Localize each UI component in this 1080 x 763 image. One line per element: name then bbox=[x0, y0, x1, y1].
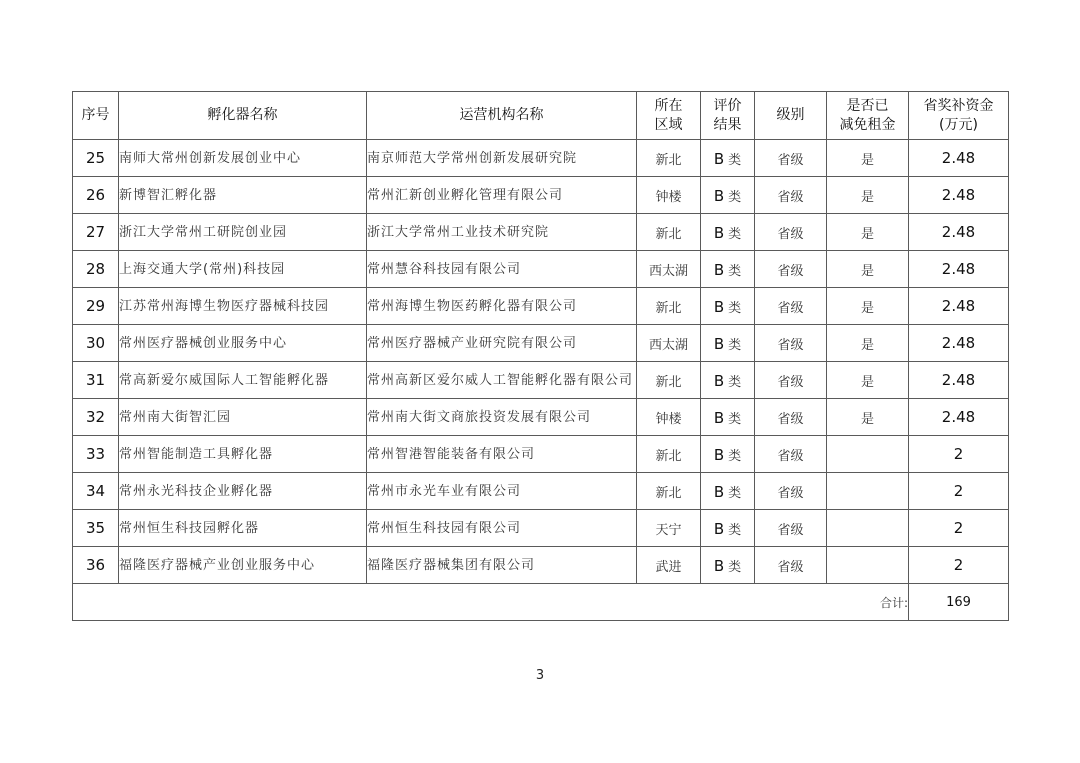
header-incubator-name: 孵化器名称 bbox=[119, 92, 367, 140]
rating-result bbox=[701, 436, 755, 473]
operator-name: 常州智港智能装备有限公司 bbox=[367, 436, 637, 473]
rent-reduced: 是 bbox=[827, 399, 909, 436]
level: 省级 bbox=[755, 177, 827, 214]
operator-name: 常州医疗器械产业研究院有限公司 bbox=[367, 325, 637, 362]
table-row bbox=[73, 436, 1009, 473]
table-row bbox=[73, 510, 1009, 547]
level: 省级 bbox=[755, 140, 827, 177]
incubator-name: 常州永光科技企业孵化器 bbox=[119, 473, 367, 510]
funding-amount: 2.48 bbox=[909, 362, 1009, 399]
region: 钟楼 bbox=[637, 177, 701, 214]
rating-result bbox=[701, 399, 755, 436]
page-number: 3 bbox=[535, 668, 545, 683]
funding-amount: 2.48 bbox=[909, 140, 1009, 177]
region: 钟楼 bbox=[637, 399, 701, 436]
rating-grade: B bbox=[713, 334, 725, 353]
header-operator-name: 运营机构名称 bbox=[367, 92, 637, 140]
level: 省级 bbox=[755, 473, 827, 510]
funding-amount: 2.48 bbox=[909, 325, 1009, 362]
rent-reduced: 是 bbox=[827, 325, 909, 362]
rating-suffix: 类 bbox=[728, 448, 742, 464]
level: 省级 bbox=[755, 362, 827, 399]
incubator-funding-table bbox=[72, 91, 1009, 621]
table-row bbox=[73, 177, 1009, 214]
operator-name: 福隆医疗器械集团有限公司 bbox=[367, 547, 637, 584]
operator-name: 常州汇新创业孵化管理有限公司 bbox=[367, 177, 637, 214]
rating-grade: B bbox=[713, 223, 725, 242]
rating-grade: B bbox=[713, 260, 725, 279]
rating-suffix: 类 bbox=[728, 411, 742, 427]
header-funding-line1: 省奖补资金 bbox=[923, 97, 994, 114]
row-index: 29 bbox=[73, 288, 119, 325]
rent-reduced: 是 bbox=[827, 288, 909, 325]
rent-reduced: 是 bbox=[827, 362, 909, 399]
level: 省级 bbox=[755, 214, 827, 251]
table-row bbox=[73, 288, 1009, 325]
region: 新北 bbox=[637, 140, 701, 177]
funding-amount: 2 bbox=[909, 436, 1009, 473]
operator-name: 常州南大街文商旅投资发展有限公司 bbox=[367, 399, 637, 436]
operator-name: 浙江大学常州工业技术研究院 bbox=[367, 214, 637, 251]
level: 省级 bbox=[755, 325, 827, 362]
row-index: 26 bbox=[73, 177, 119, 214]
funding-amount: 2.48 bbox=[909, 177, 1009, 214]
total-value: 169 bbox=[909, 584, 1009, 621]
header-level: 级别 bbox=[755, 92, 827, 140]
header-rent-line2: 减免租金 bbox=[839, 116, 896, 133]
rating-result bbox=[701, 325, 755, 362]
funding-amount: 2.48 bbox=[909, 251, 1009, 288]
incubator-name: 江苏常州海博生物医疗器械科技园 bbox=[119, 288, 367, 325]
header-rating-line1: 评价 bbox=[713, 97, 742, 114]
rent-reduced bbox=[827, 473, 909, 510]
funding-amount: 2.48 bbox=[909, 288, 1009, 325]
region: 新北 bbox=[637, 362, 701, 399]
rating-grade: B bbox=[713, 297, 725, 316]
rating-result bbox=[701, 288, 755, 325]
header-rating-line2: 结果 bbox=[713, 116, 742, 133]
rating-suffix: 类 bbox=[728, 300, 742, 316]
rating-result bbox=[701, 251, 755, 288]
row-index: 33 bbox=[73, 436, 119, 473]
row-index: 35 bbox=[73, 510, 119, 547]
header-region-line2: 区域 bbox=[654, 116, 683, 133]
funding-amount: 2 bbox=[909, 547, 1009, 584]
header-index: 序号 bbox=[73, 92, 119, 140]
rent-reduced bbox=[827, 547, 909, 584]
incubator-name: 常州智能制造工具孵化器 bbox=[119, 436, 367, 473]
rating-suffix: 类 bbox=[728, 374, 742, 390]
rating-result bbox=[701, 547, 755, 584]
region: 新北 bbox=[637, 214, 701, 251]
rating-suffix: 类 bbox=[728, 263, 742, 279]
funding-amount: 2 bbox=[909, 473, 1009, 510]
rent-reduced bbox=[827, 510, 909, 547]
rating-grade: B bbox=[713, 482, 725, 501]
row-index: 25 bbox=[73, 140, 119, 177]
incubator-name: 新博智汇孵化器 bbox=[119, 177, 367, 214]
row-index: 34 bbox=[73, 473, 119, 510]
rent-reduced: 是 bbox=[827, 140, 909, 177]
rating-suffix: 类 bbox=[728, 485, 742, 501]
header-region-line1: 所在 bbox=[654, 97, 683, 114]
table-row bbox=[73, 140, 1009, 177]
rating-grade: B bbox=[713, 186, 725, 205]
level: 省级 bbox=[755, 436, 827, 473]
table-row bbox=[73, 362, 1009, 399]
operator-name: 常州高新区爱尔威人工智能孵化器有限公司 bbox=[367, 362, 637, 399]
incubator-name: 常高新爱尔威国际人工智能孵化器 bbox=[119, 362, 367, 399]
incubator-name: 常州南大街智汇园 bbox=[119, 399, 367, 436]
incubator-name: 南师大常州创新发展创业中心 bbox=[119, 140, 367, 177]
level: 省级 bbox=[755, 510, 827, 547]
operator-name: 南京师范大学常州创新发展研究院 bbox=[367, 140, 637, 177]
incubator-name: 常州医疗器械创业服务中心 bbox=[119, 325, 367, 362]
operator-name: 常州恒生科技园有限公司 bbox=[367, 510, 637, 547]
operator-name: 常州市永光车业有限公司 bbox=[367, 473, 637, 510]
region: 武进 bbox=[637, 547, 701, 584]
rating-suffix: 类 bbox=[728, 337, 742, 353]
table-row bbox=[73, 473, 1009, 510]
rent-reduced: 是 bbox=[827, 251, 909, 288]
header-rating bbox=[701, 92, 755, 140]
level: 省级 bbox=[755, 251, 827, 288]
rent-reduced: 是 bbox=[827, 214, 909, 251]
rating-grade: B bbox=[713, 149, 725, 168]
row-index: 36 bbox=[73, 547, 119, 584]
rating-grade: B bbox=[713, 519, 725, 538]
rating-result bbox=[701, 214, 755, 251]
header-region bbox=[637, 92, 701, 140]
region: 西太湖 bbox=[637, 325, 701, 362]
incubator-name: 福隆医疗器械产业创业服务中心 bbox=[119, 547, 367, 584]
rating-grade: B bbox=[713, 556, 725, 575]
level: 省级 bbox=[755, 547, 827, 584]
rating-suffix: 类 bbox=[728, 226, 742, 242]
rating-result bbox=[701, 510, 755, 547]
rating-grade: B bbox=[713, 445, 725, 464]
table-row bbox=[73, 547, 1009, 584]
header-rent-reduction bbox=[827, 92, 909, 140]
region: 西太湖 bbox=[637, 251, 701, 288]
table-body bbox=[73, 140, 1009, 584]
rating-suffix: 类 bbox=[728, 189, 742, 205]
row-index: 32 bbox=[73, 399, 119, 436]
table-row bbox=[73, 399, 1009, 436]
region: 新北 bbox=[637, 436, 701, 473]
funding-amount: 2.48 bbox=[909, 399, 1009, 436]
rating-suffix: 类 bbox=[728, 152, 742, 168]
row-index: 27 bbox=[73, 214, 119, 251]
table-row bbox=[73, 325, 1009, 362]
header-rent-line1: 是否已 bbox=[846, 97, 889, 114]
rating-result bbox=[701, 473, 755, 510]
region: 新北 bbox=[637, 473, 701, 510]
header-funding-line2: (万元) bbox=[939, 116, 978, 133]
funding-amount: 2.48 bbox=[909, 214, 1009, 251]
region: 新北 bbox=[637, 288, 701, 325]
rating-result bbox=[701, 140, 755, 177]
row-index: 30 bbox=[73, 325, 119, 362]
rating-grade: B bbox=[713, 408, 725, 427]
level: 省级 bbox=[755, 399, 827, 436]
total-label: 合计: bbox=[73, 584, 909, 621]
row-index: 31 bbox=[73, 362, 119, 399]
rating-result bbox=[701, 177, 755, 214]
table-row bbox=[73, 214, 1009, 251]
operator-name: 常州海博生物医药孵化器有限公司 bbox=[367, 288, 637, 325]
total-row bbox=[73, 584, 1009, 621]
table-header-row bbox=[73, 92, 1009, 140]
incubator-name: 浙江大学常州工研院创业园 bbox=[119, 214, 367, 251]
header-funding bbox=[909, 92, 1009, 140]
operator-name: 常州慧谷科技园有限公司 bbox=[367, 251, 637, 288]
table-row bbox=[73, 251, 1009, 288]
funding-amount: 2 bbox=[909, 510, 1009, 547]
level: 省级 bbox=[755, 288, 827, 325]
rating-suffix: 类 bbox=[728, 522, 742, 538]
rating-result bbox=[701, 362, 755, 399]
rent-reduced: 是 bbox=[827, 177, 909, 214]
rating-suffix: 类 bbox=[728, 559, 742, 575]
rating-grade: B bbox=[713, 371, 725, 390]
rent-reduced bbox=[827, 436, 909, 473]
region: 天宁 bbox=[637, 510, 701, 547]
incubator-name: 上海交通大学(常州)科技园 bbox=[119, 251, 367, 288]
row-index: 28 bbox=[73, 251, 119, 288]
incubator-name: 常州恒生科技园孵化器 bbox=[119, 510, 367, 547]
